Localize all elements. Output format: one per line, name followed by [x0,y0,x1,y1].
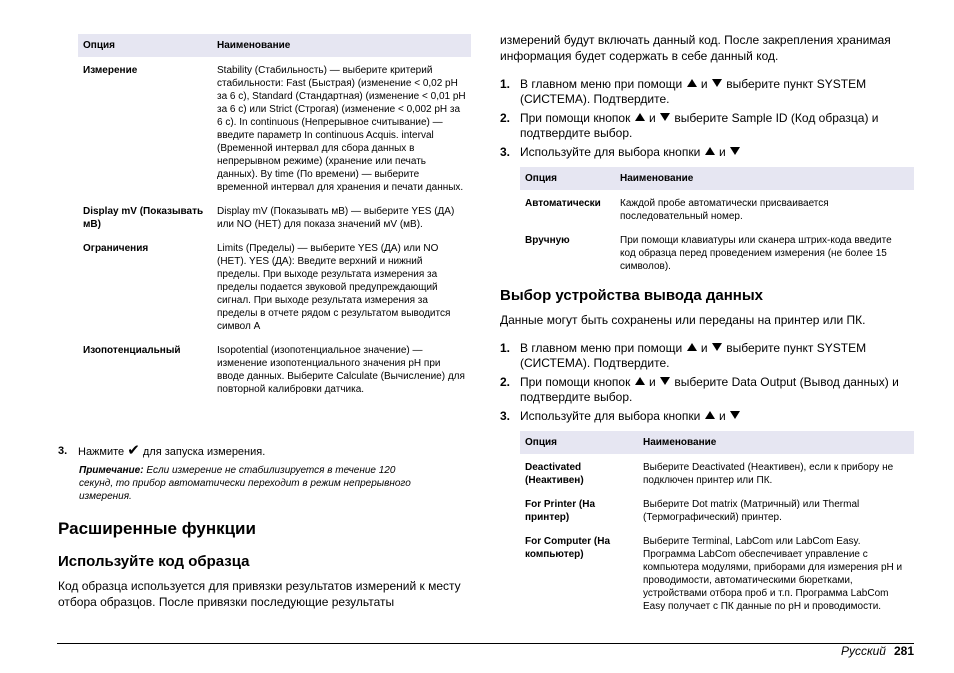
arrow-down-icon [660,377,670,385]
sample-id-table [520,167,914,277]
sample-id-table-wrap [520,167,914,277]
table-header-row [78,34,471,57]
step-number: 3. [58,445,68,457]
page-number: 281 [893,644,914,658]
table-row: For Printer (На принтер) Выберите Dot matrix (Матричный) или Thermal (Термографический) принтер. [525,499,860,523]
data-output-paragraph: Данные могут быть сохранены или переданы на принтер или ПК. [500,313,866,327]
step: 2. При помощи кнопок и выберите Data Output (Вывод данных) и подтвердите выбор. [500,375,899,404]
table-row [78,198,471,235]
arrow-down-icon [712,343,722,351]
step: 3. Используйте для выбора кнопки и [500,409,915,424]
step: 1. В главном меню при помощи и выберите пункт SYSTEM (СИСТЕМА). Подтвердите. [500,341,867,370]
note-text: Если измерение не стабилизируется в течение 120 секунд, то прибор автоматически переходит в режим непрерывного измерения. [79,465,411,502]
table-header-option: Опция [78,34,212,57]
arrow-up-icon [705,147,715,155]
table-row: Автоматически Каждой пробе автоматически присваивается последовательный номер. [525,198,829,222]
step-text: для запуска измерения. [142,446,266,458]
table-row [78,235,471,337]
data-output-table-wrap [520,431,914,617]
option-value: Stability (Стабильность) — выберите критерий стабильности: Fast (Быстрая) (изменение < 0,02 pH за 6 с), Standard (Стандартная) (изменение < 0,01 pH за 6 с) или Strict (Строгая) (изменение < 0,002 pH за 6 с). In continuous (Непрерывное считывание) — введите параметр In continuous Acquis. interval (Временной интервал для сбора данных в непрерывном режиме) (хранение или печать данных). By time (По времени) — выберите временной интервал для хранения и печати данных. [217,65,466,193]
data-output-steps [500,341,915,424]
table-row: For Computer (На компьютер) Выберите Terminal, LabCom или LabCom Easy. Программа LabCom обеспечивает управление с компьютера модулями, приборами для измерения pH и проводимости, автоматическими бюретками, устройствами отбора проб и т.п. Программа LabCom Easy получает с ПК данные по pH и проводимости. [525,536,903,612]
arrow-down-icon [730,411,740,419]
option-key: Display mV (Показывать мВ) [83,206,204,230]
page-footer [841,644,914,658]
step: 3. Используйте для выбора кнопки и [500,145,915,160]
table-row [78,57,471,198]
table-header-row: Опция Наименование [520,431,914,454]
sample-id-paragraph: Код образца используется для привязки результатов измерений к месту отбора образцов. После привязки последующие результаты [58,579,461,609]
confirm-check-icon: ✔ [127,442,140,459]
step-text: Нажмите [78,446,125,458]
table-row: Deactivated (Неактивен) Выберите Deactivated (Неактивен), если к прибору не подключен принтер или ПК. [525,462,894,486]
data-output-heading: Выбор устройства вывода данных [500,287,764,304]
table-header-row: Опция Наименование [520,167,914,190]
footer-language: Русский [840,644,886,658]
advanced-functions-heading: Расширенные функции [58,519,256,538]
arrow-up-icon [635,377,645,385]
step: 1. В главном меню при помощи и выберите пункт SYSTEM (СИСТЕМА). Подтвердите. [500,77,867,106]
data-output-table [520,431,914,617]
arrow-down-icon [712,79,722,87]
option-key: Измерение [83,65,138,76]
option-key: Изопотенциальный [83,345,181,356]
right-paragraph-continued: измерений будут включать данный код. После закрепления хранимая информация будет содержать в себе данный код. [500,33,891,63]
option-value: Limits (Пределы) — выберите YES (ДА) или NO (НЕТ). YES (ДА): Введите верхний и нижний пределы. При выходе результата измерения за пределы подается звуковой предупреждающий сигнал. При выходе результата измерения за пределы в отчете рядом с результатом выводится символ A [217,243,451,332]
arrow-up-icon [687,343,697,351]
measurement-options-table [78,34,471,400]
sample-id-heading: Используйте код образца [58,553,250,570]
left-column [78,34,471,400]
left-step-3 [58,444,468,459]
table-row [78,337,471,400]
step: 2. При помощи кнопок и выберите Sample ID (Код образца) и подтвердите выбор. [500,111,879,140]
note-label: Примечание: [79,465,144,476]
option-value: Display mV (Показывать мВ) — выберите YES (ДА) или NO (НЕТ) для показа значений мV (мВ). [217,206,455,230]
footer-rule [57,643,914,644]
note [79,464,419,503]
arrow-down-icon [730,147,740,155]
arrow-up-icon [635,113,645,121]
table-header-name: Наименование [212,34,471,57]
table-row: Вручную При помощи клавиатуры или сканера штрих-кода введите код образца перед проведением измерения (не более 15 символов). [525,235,892,272]
option-key: Ограничения [83,243,149,254]
arrow-down-icon [660,113,670,121]
sample-id-steps [500,77,915,160]
arrow-up-icon [705,411,715,419]
arrow-up-icon [687,79,697,87]
option-value: Isopotential (изопотенциальное значение) — изменение изопотенциального значения pH при вводе данных. Выберите Calculate (Вычисление) для повторной калибровки датчика. [217,345,465,395]
